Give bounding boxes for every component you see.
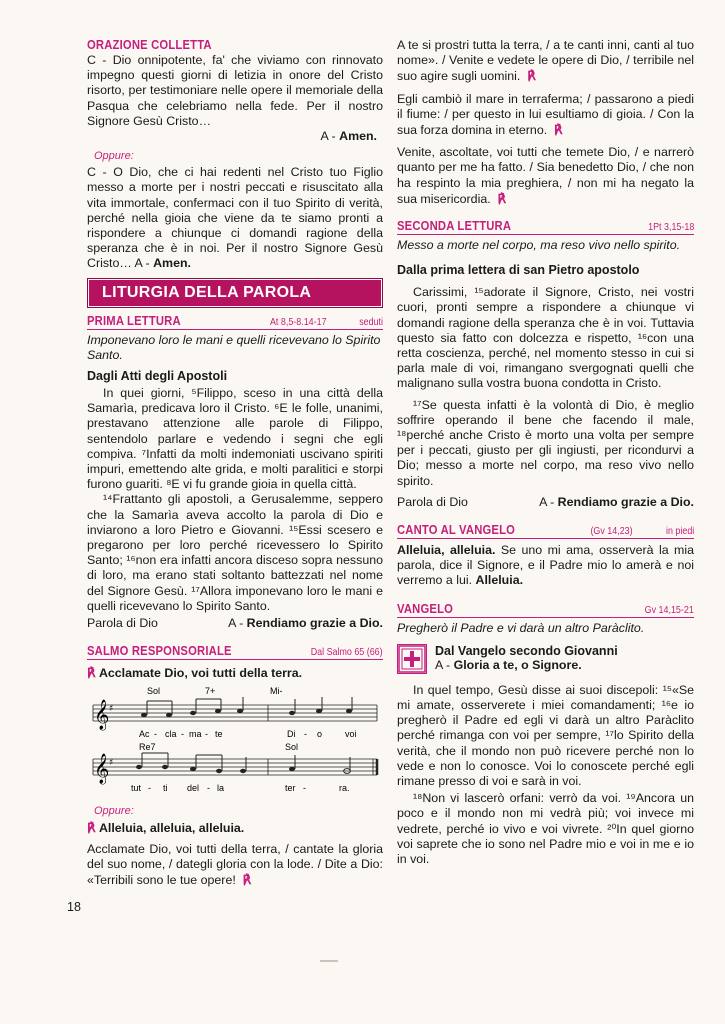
orazione-amen-1: A - Amen. — [320, 129, 377, 144]
lyric-syllable: voi — [345, 729, 357, 740]
salmo-refrain-2: ℟ Alleluia, alleluia, alleluia. — [87, 820, 245, 836]
seconda-lettura-subtitle: Messo a morte nel corpo, ma reso vivo nello spirito. — [397, 238, 681, 253]
salmo-verse-1: Acclamate Dio, voi tutti della terra, / cantate la gloria del suo nome, / dategli gloria con la lode. / Dite a Dio: «Terribili sono le tue opere! ℟ — [87, 841, 383, 887]
chord-label: Sol — [147, 686, 161, 697]
music-staff-1 — [87, 685, 383, 747]
lyric-syllable: - — [205, 729, 208, 740]
salmo-verse-4: Venite, ascoltate, voi tutti che temete Dio, / e narrerò quanto per me ha fatto. / Sia benedetto Dio, / che non ha respinto la mia preghiera, / non mi ha negato la sua misericordia. ℟ — [397, 145, 694, 206]
lyric-syllable: la — [217, 783, 225, 794]
page-number: 18 — [67, 900, 81, 914]
prima-lettura-ref: At 8,5-8.14-17 — [270, 315, 327, 328]
lyric-syllable: Di — [287, 729, 296, 740]
prima-lettura-header — [87, 314, 383, 330]
lyric-syllable: ra. — [339, 783, 350, 794]
prima-lettura-p1: In quei giorni, ⁵Filippo, sceso in una città della Samarìa, predicava loro il Cristo. ⁶E le folle, unanimi, prestavano attenzione alle parole di Filippo, sentendolo parlare e vedendo i segni che egli compiva. ⁷Infatti da molti indemoniati uscivano spiriti impuri, emettendo alte grida, e molti paralitici e storpi furono guariti. ⁸E vi fu grande gioia in quella città. — [87, 386, 383, 492]
lyric-syllable: ter — [285, 783, 296, 794]
canto-text: Alleluia, alleluia. Se uno mi ama, osserverà la mia parola, dice il Signore, e il Padre mio lo amerà e noi verremo a lui. Alleluia. — [397, 542, 694, 588]
lyric-syllable: - — [207, 783, 210, 794]
salmo-verse-3: Egli cambiò il mare in terraferma; / passarono a piedi il fiume: / per questo in lui esultiamo di gioia. / Con la sua forza domina in eterno. ℟ — [397, 91, 694, 138]
lyric-syllable: del — [187, 783, 200, 794]
salmo-title: SALMO RESPONSORIALE — [87, 644, 232, 659]
parola-di-dio: Parola di Dio — [87, 616, 158, 631]
orazione-text-2: C - O Dio, che ci hai redenti nel Cristo tuo Figlio messo a morte per i nostri peccati e risuscitato alla vita immortale, confermaci con il tuo Spirito di verità, perché nella gioia che viene da te siamo pronti a rispondere a chiunque ci domandi ragione della speranza che è in noi. Per il nostro Signore Gesù Cristo… A - Amen. — [87, 165, 383, 271]
salmo-refrain: ℟ Acclamate Dio, voi tutti della terra. — [87, 665, 303, 681]
vangelo-title: VANGELO — [397, 602, 454, 617]
vangelo-response: A - Gloria a te, o Signore. — [435, 657, 582, 672]
vangelo-source: Dal Vangelo secondo Giovanni — [435, 643, 618, 658]
lyric-syllable: - — [181, 729, 184, 740]
lyric-syllable: ma — [189, 729, 202, 740]
salmo-section — [87, 644, 383, 888]
posture-label: in piedi — [665, 524, 694, 537]
response: A - Rendiamo grazie a Dio. — [539, 494, 694, 509]
seconda-lettura-p1: Carissimi, ¹⁵adorate il Signore, Cristo, nei vostri cuori, pronti sempre a rispondere a chiunque vi domandi ragione della speranza che è in voi. Tuttavia questo sia fatto con dolcezza e rispetto, ¹⁶con una retta coscienza, perché, nel momento stesso in cui si parla male di voi, rimangano svergognati quelli che malignano sulla vostra buona condotta in Cristo. — [397, 285, 694, 391]
chord-label: 7+ — [205, 686, 216, 697]
vangelo-p2: ¹⁸Non vi lascerò orfani: verrò da voi. ¹⁹Ancora un poco e il mondo non mi vedrà più; voi invece mi vedrete, perché io vivo e voi vivrete. ²⁰In quel giorno voi saprete che io sono nel Padre mio e voi in me e io in voi. — [397, 791, 694, 866]
parola-di-dio-row — [397, 495, 694, 509]
salmo-ref: Dal Salmo 65 (66) — [311, 646, 383, 659]
response: A - Rendiamo grazie a Dio. — [228, 616, 383, 631]
lyric-syllable: cla — [165, 729, 177, 740]
left-column — [87, 38, 383, 888]
orazione-colletta-section — [87, 38, 383, 272]
lyric-syllable: ti — [163, 783, 168, 794]
lyric-syllable: - — [304, 729, 307, 740]
parola-di-dio: Parola di Dio — [397, 494, 468, 509]
vangelo-header — [397, 602, 694, 618]
lyric-syllable: Ac — [139, 729, 150, 740]
seconda-lettura-source: Dalla prima lettera di san Pietro apostolo — [397, 263, 640, 278]
canto-title: CANTO AL VANGELO — [397, 522, 516, 537]
vangelo-source-block — [397, 644, 694, 674]
seconda-lettura-ref: 1Pt 3,15-18 — [647, 221, 694, 234]
canto-ref: (Gv 14,23) — [590, 524, 633, 537]
chord-label: Sol — [285, 743, 299, 753]
parola-di-dio-row — [87, 616, 383, 630]
prima-lettura-source: Dagli Atti degli Apostoli — [87, 369, 228, 384]
treble-clef-icon: 𝄞 — [94, 700, 110, 731]
vangelo-section — [397, 602, 694, 867]
seconda-lettura-p2: ¹⁷Se questa infatti è la volontà di Dio, è meglio soffrire operando il bene che facendo il male, ¹⁸perché anche Cristo è morto una volta per sempre per i peccati, giusto per gli ingiusti, per ricondurvi a Dio; messo a morte nel corpo, ma reso vivo nello spirito. — [397, 397, 694, 488]
lyric-syllable: o — [317, 729, 323, 740]
salmo-continuation — [397, 38, 694, 207]
right-column — [397, 38, 694, 867]
liturgia-banner: LITURGIA DELLA PAROLA — [87, 278, 383, 308]
canto-vangelo-section — [397, 523, 694, 589]
chord-label: Mi- — [270, 686, 283, 697]
oppure-label: Oppure: — [94, 805, 134, 818]
response-symbol: ℟ — [242, 871, 252, 887]
lyric-syllable: tut — [131, 783, 142, 794]
vangelo-p1: In quel tempo, Gesù disse ai suoi discepoli: ¹⁵«Se mi amate, osserverete i miei comandamenti; ¹⁶e io pregherò il Padre ed egli vi darà un altro Paràclito perché rimanga con voi per sempre, ¹⁷lo Spirito della verità, che il mondo non può ricevere perché non lo vede e non lo conosce. Voi lo conoscete perché egli rimane presso di voi e sarà in voi. — [397, 682, 694, 788]
gospel-cross-icon — [397, 644, 427, 674]
svg-text:♯: ♯ — [109, 758, 114, 769]
treble-clef-icon: 𝄞 — [94, 754, 110, 785]
canto-header — [397, 523, 694, 539]
seconda-lettura-title: SECONDA LETTURA — [397, 219, 512, 234]
prima-lettura-title: PRIMA LETTURA — [87, 313, 181, 328]
seconda-lettura-header — [397, 219, 694, 235]
oppure-label: Oppure: — [94, 150, 134, 163]
vangelo-ref: Gv 14,15-21 — [644, 604, 694, 617]
prima-lettura-section — [87, 314, 383, 630]
prima-lettura-p2: ¹⁴Frattanto gli apostoli, a Gerusalemme, seppero che la Samarìa aveva accolto la parola di Dio e inviarono a loro Pietro e Giovanni. ¹⁵Essi scesero e pregarono per loro perché ricevessero lo Spirito Santo; ¹⁶non era infatti ancora disceso sopra nessuno di loro, ma erano stati soltanto battezzati nel nome del Signore Gesù. ¹⁷Allora imponevano loro le mani e quelli ricevevano lo Spirito Santo. — [87, 492, 383, 613]
lyric-syllable: - — [303, 783, 306, 794]
prima-lettura-subtitle: Imponevano loro le mani e quelli ricevevano lo Spirito Santo. — [87, 332, 381, 362]
music-staff-2 — [87, 743, 383, 799]
orazione-title: ORAZIONE COLLETTA — [87, 38, 212, 52]
seconda-lettura-section — [397, 219, 694, 509]
vangelo-subtitle: Pregherò il Padre e vi darà un altro Paràclito. — [397, 621, 645, 636]
chord-label: Re7 — [139, 743, 156, 753]
lyric-syllable: - — [148, 783, 151, 794]
print-mark — [320, 960, 338, 962]
lyric-syllable: - — [154, 729, 157, 740]
lyric-syllable: te — [215, 729, 223, 740]
posture-label: seduti — [359, 315, 383, 328]
orazione-text-1: C - Dio onnipotente, fa' che viviamo con rinnovato impegno questi giorni di letizia in onore del Cristo risorto, per testimoniare nelle opere il memoriale della Pasqua che celebriamo nella fede. Per il nostro Signore Gesù Cristo… — [87, 53, 383, 128]
svg-text:♯: ♯ — [109, 704, 114, 715]
salmo-header — [87, 644, 383, 660]
salmo-verse-2: A te si prostri tutta la terra, / a te canti inni, canti al tuo nome». / Venite e vedete le opere di Dio, / terribile nel suo agire sugli uomini. ℟ — [397, 38, 694, 84]
